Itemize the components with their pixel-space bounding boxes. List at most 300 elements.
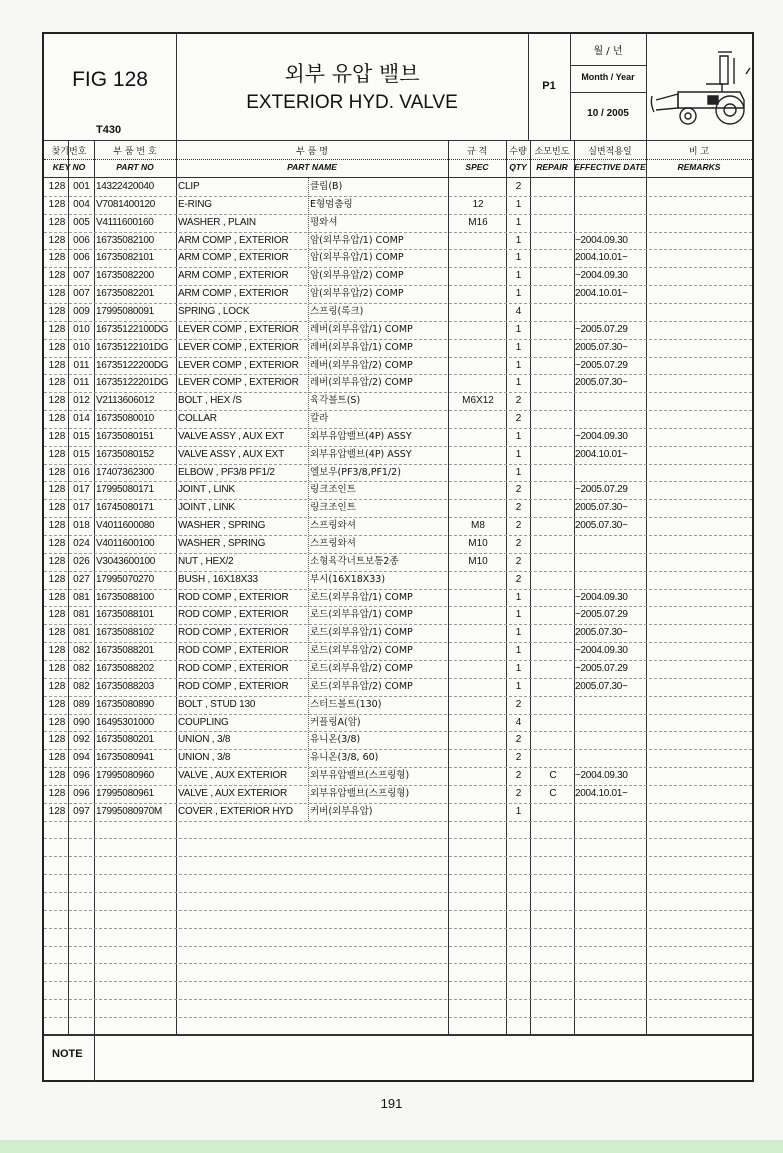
cell-key: 128 [48, 305, 66, 317]
table-row [44, 749, 752, 767]
cell-name-en: UNION , 3/8 [178, 734, 231, 746]
cell-part-no: 16735122100DG [96, 323, 169, 335]
cell-name-en: COUPLING [178, 716, 229, 728]
col-effective-en: EFFECTIVE DATE [574, 162, 646, 172]
cell-effective: 2005.07.30~ [575, 502, 628, 514]
cell-part-no: 14322420040 [96, 181, 154, 192]
cell-effective: ~2004.09.30 [575, 645, 628, 657]
cell-qty: 2 [515, 395, 522, 407]
cell-key: 128 [48, 538, 66, 549]
cell-name-en: BUSH , 16X18X33 [178, 573, 258, 585]
cell-sub: 007 [73, 270, 90, 282]
cell-effective: ~2004.09.30 [575, 770, 628, 782]
cell-qty: 1 [515, 216, 522, 228]
cell-name-en: E-RING [178, 198, 212, 210]
cell-qty: 1 [515, 323, 522, 335]
cell-sub: 011 [73, 359, 90, 371]
row-line-36 [44, 821, 752, 822]
cell-qty: 2 [515, 573, 522, 585]
table-row [44, 481, 752, 499]
cell-part-no: 16735082101 [96, 252, 154, 264]
cell-name-ko: 커버(외부유압) [310, 805, 373, 817]
table-row [44, 339, 752, 357]
cell-sub: 011 [73, 377, 90, 389]
table-row [44, 285, 752, 303]
cell-sub: 010 [73, 323, 90, 335]
cell-name-en: BOLT , HEX /S [178, 395, 242, 407]
table-row [44, 553, 752, 571]
cell-sub: 092 [73, 734, 90, 746]
cell-name-en: LEVER COMP , EXTERIOR [178, 359, 299, 371]
cell-effective: ~2004.09.30 [575, 591, 628, 603]
cell-qty: 1 [515, 359, 522, 371]
cell-key: 128 [48, 770, 66, 782]
month-year-label-ko: 월 / 년 [593, 46, 623, 57]
cell-part-no: 16735082100 [96, 234, 154, 246]
col-part-name-en: PART NAME [287, 162, 337, 172]
col-effective-ko: 실변적용일 [588, 147, 632, 157]
cell-sub: 097 [73, 805, 90, 817]
cell-effective: ~2004.09.30 [575, 270, 628, 282]
cell-part-no: 16735122201DG [96, 377, 169, 389]
cell-name-ko: 육각볼트(S) [310, 395, 361, 407]
cell-name-en: UNION , 3/8 [178, 752, 231, 764]
cell-name-ko: 레버(외부유압/1) COMP [310, 341, 413, 353]
col-key-ko: 찾기번호 [51, 147, 87, 157]
col-spec-ko: 규 격 [466, 147, 488, 157]
cell-key: 128 [48, 698, 66, 710]
title-english: EXTERIOR HYD. VALVE [246, 92, 458, 113]
cell-qty: 2 [515, 734, 522, 746]
cell-sub: 081 [73, 591, 90, 603]
col-key-en: KEY NO [52, 162, 86, 172]
cell-name-ko: 클립(B) [310, 181, 343, 192]
title-korean: 외부 유압 밸브 [284, 62, 420, 86]
cell-key: 128 [48, 484, 66, 496]
cell-part-no: 16735088101 [96, 609, 154, 621]
table-row [44, 642, 752, 660]
cell-part-no: V4011600080 [96, 520, 155, 532]
cell-qty: 2 [515, 770, 522, 782]
cell-name-en: VALVE ASSY , AUX EXT [178, 430, 285, 442]
cell-effective: 2005.07.30~ [575, 627, 628, 639]
cell-sub: 089 [73, 698, 90, 710]
cell-key: 128 [48, 734, 66, 746]
cell-sub: 027 [73, 573, 90, 585]
cell-key: 128 [48, 627, 66, 639]
col-remarks-ko: 비 고 [688, 147, 710, 157]
table-row [44, 374, 752, 392]
cell-effective: 2004.10.01~ [575, 448, 628, 460]
cell-name-en: ROD COMP , EXTERIOR [178, 609, 289, 621]
figure-number: FIG 128 [72, 68, 148, 91]
cell-sub: 007 [73, 288, 90, 300]
cell-qty: 1 [515, 645, 522, 657]
cell-name-ko: 외부유압밸브(스프링형) [310, 787, 410, 799]
cell-name-en: WASHER , SPRING [178, 538, 266, 549]
cell-qty: 2 [515, 484, 522, 496]
cell-part-no: 16745080171 [96, 502, 154, 514]
cell-qty: 4 [515, 716, 522, 728]
cell-name-en: COVER , EXTERIOR HYD [178, 805, 293, 817]
cell-sub: 082 [73, 662, 90, 674]
col-repair-ko: 소모빈도 [534, 147, 570, 157]
cell-name-en: VALVE ASSY , AUX EXT [178, 448, 285, 460]
cell-part-no: V7081400120 [96, 198, 155, 210]
cell-name-ko: 암(외부유압/2) COMP [310, 288, 404, 300]
cell-key: 128 [48, 216, 66, 228]
table-row [44, 214, 752, 232]
cell-key: 128 [48, 234, 66, 246]
cell-spec: M6X12 [462, 395, 494, 407]
cell-qty: 1 [515, 627, 522, 639]
cell-part-no: V2113606012 [96, 395, 155, 407]
cell-qty: 1 [515, 591, 522, 603]
cell-sub: 006 [73, 252, 90, 264]
cell-part-no: 16735082200 [96, 270, 154, 282]
cell-sub: 081 [73, 627, 90, 639]
page-number: 191 [380, 1096, 403, 1111]
cell-part-no: 16735122101DG [96, 341, 169, 353]
table-row [44, 535, 752, 553]
cell-name-en: WASHER , SPRING [178, 520, 266, 532]
table-row [44, 499, 752, 517]
cell-name-ko: 외부유압밸브(4P) ASSY [310, 448, 412, 460]
table-row [44, 678, 752, 696]
cell-name-ko: 스프링와셔 [310, 520, 356, 532]
cell-key: 128 [48, 716, 66, 728]
cell-name-en: LEVER COMP , EXTERIOR [178, 377, 299, 389]
cell-part-no: 17995080171 [96, 484, 154, 496]
cell-name-en: ROD COMP , EXTERIOR [178, 645, 289, 657]
table-row [44, 232, 752, 250]
cell-name-ko: 외부유압밸브(스프링형) [310, 770, 410, 782]
cell-effective: 2004.10.01~ [575, 288, 628, 300]
cell-key: 128 [48, 645, 66, 657]
cell-spec: 12 [472, 198, 484, 210]
cell-key: 128 [48, 466, 66, 478]
row-line-40 [44, 892, 752, 893]
month-year-value: 10 / 2005 [587, 108, 629, 119]
cell-name-ko: 평와셔 [310, 216, 338, 228]
cell-name-ko: 외부유압밸브(4P) ASSY [310, 430, 412, 442]
cell-name-ko: 로드(외부유압/1) COMP [310, 627, 413, 639]
cell-part-no: 16735080890 [96, 698, 154, 710]
cell-qty: 2 [515, 555, 522, 567]
cell-qty: 1 [515, 341, 522, 353]
cell-name-ko: 스프링와셔 [310, 538, 356, 549]
table-row [44, 731, 752, 749]
cell-part-no: 16495301000 [96, 716, 154, 728]
cell-qty: 4 [515, 305, 522, 317]
cell-sub: 006 [73, 234, 90, 246]
cell-key: 128 [48, 805, 66, 817]
cell-name-en: NUT , HEX/2 [178, 555, 234, 567]
table-row [44, 589, 752, 607]
cell-repair: C [549, 787, 557, 799]
cell-part-no: 16735088100 [96, 591, 154, 603]
cell-name-ko: 유니온(3/8, 60) [310, 752, 379, 764]
cell-sub: 004 [73, 198, 90, 210]
cell-sub: 017 [73, 484, 90, 496]
row-line-47 [44, 1017, 752, 1018]
cell-key: 128 [48, 609, 66, 621]
cell-name-en: LEVER COMP , EXTERIOR [178, 341, 299, 353]
cell-name-en: LEVER COMP , EXTERIOR [178, 323, 299, 335]
cell-sub: 014 [73, 413, 90, 425]
col-repair-en: REPAIR [536, 162, 568, 172]
cell-effective: 2005.07.30~ [575, 520, 628, 532]
table-row [44, 696, 752, 714]
cell-part-no: 16735088202 [96, 662, 154, 674]
col-part-no-en: PART NO [116, 162, 154, 172]
cell-name-en: SPRING , LOCK [178, 305, 250, 317]
cell-name-ko: 로드(외부유압/1) COMP [310, 591, 413, 603]
cell-name-ko: 소형육각너트보통2종 [310, 555, 399, 567]
cell-qty: 2 [515, 698, 522, 710]
cell-part-no: 16735080201 [96, 734, 154, 746]
cell-name-ko: 엘보우(PF3/8,PF1/2) [310, 466, 401, 478]
cell-part-no: V4011600100 [96, 538, 155, 549]
cell-part-no: 17995080091 [96, 305, 154, 317]
cell-qty: 1 [515, 198, 522, 210]
cell-qty: 1 [515, 288, 522, 300]
table-row [44, 303, 752, 321]
cell-part-no: 16735080151 [96, 430, 154, 442]
cell-part-no: 16735080152 [96, 448, 154, 460]
cell-name-en: ROD COMP , EXTERIOR [178, 680, 289, 692]
table-row [44, 803, 752, 821]
cell-name-en: ARM COMP , EXTERIOR [178, 234, 289, 246]
cell-key: 128 [48, 359, 66, 371]
cell-effective: 2005.07.30~ [575, 341, 628, 353]
cell-sub: 017 [73, 502, 90, 514]
table-row [44, 178, 752, 196]
table-row [44, 606, 752, 624]
cell-name-ko: 칼라 [310, 413, 329, 425]
cell-name-en: VALVE , AUX EXTERIOR [178, 787, 287, 799]
col-qty-en: QTY [509, 162, 527, 172]
row-line-38 [44, 856, 752, 857]
header-vline-1 [528, 34, 529, 140]
cell-part-no: 17995080960 [96, 770, 154, 782]
cell-qty: 2 [515, 502, 522, 514]
cell-effective: ~2005.07.29 [575, 359, 628, 371]
table-row [44, 785, 752, 803]
cell-name-ko: 스터드볼트(130) [310, 698, 382, 710]
month-divider-2 [570, 92, 646, 93]
cell-effective: 2005.07.30~ [575, 680, 628, 692]
cell-key: 128 [48, 252, 66, 264]
cell-spec: M10 [468, 555, 488, 567]
cell-key: 128 [48, 413, 66, 425]
cell-name-en: ROD COMP , EXTERIOR [178, 591, 289, 603]
cell-key: 128 [48, 520, 66, 532]
cell-qty: 2 [515, 413, 522, 425]
cell-key: 128 [48, 448, 66, 460]
bottom-band [0, 1140, 783, 1153]
cell-key: 128 [48, 787, 66, 799]
cell-key: 128 [48, 662, 66, 674]
table-row [44, 267, 752, 285]
cell-qty: 1 [515, 270, 522, 282]
cell-name-ko: 로드(외부유압/2) COMP [310, 680, 413, 692]
cell-name-en: CLIP [178, 181, 200, 192]
cell-qty: 2 [515, 520, 522, 532]
cell-key: 128 [48, 395, 66, 407]
cell-name-en: ROD COMP , EXTERIOR [178, 662, 289, 674]
cell-effective: 2005.07.30~ [575, 377, 628, 389]
cell-sub: 096 [73, 787, 90, 799]
cell-name-en: BOLT , STUD 130 [178, 698, 256, 710]
cell-key: 128 [48, 198, 66, 210]
cell-qty: 1 [515, 252, 522, 264]
col-part-name-ko: 부 품 명 [296, 147, 328, 157]
cell-name-ko: 암(외부유압/1) COMP [310, 252, 404, 264]
cell-name-ko: 암(외부유압/2) COMP [310, 270, 404, 282]
row-line-37 [44, 838, 752, 839]
month-divider-1 [570, 65, 646, 66]
cell-name-ko: 유니온(3/8) [310, 734, 361, 746]
cell-sub: 082 [73, 645, 90, 657]
row-line-43 [44, 946, 752, 947]
cell-name-ko: 레버(외부유압/2) COMP [310, 377, 413, 389]
cell-part-no: 17995070270 [96, 573, 154, 585]
cell-qty: 1 [515, 234, 522, 246]
table-row [44, 410, 752, 428]
cell-sub: 082 [73, 680, 90, 692]
cell-key: 128 [48, 752, 66, 764]
cell-name-en: WASHER , PLAIN [178, 216, 256, 228]
cell-key: 128 [48, 377, 66, 389]
table-row [44, 321, 752, 339]
cell-name-en: ROD COMP , EXTERIOR [178, 627, 289, 639]
cell-key: 128 [48, 181, 66, 192]
cell-key: 128 [48, 591, 66, 603]
cell-spec: M10 [468, 538, 488, 549]
table-row [44, 392, 752, 410]
table-row [44, 517, 752, 535]
cell-qty: 2 [515, 538, 522, 549]
cell-qty: 1 [515, 377, 522, 389]
cell-sub: 026 [73, 555, 90, 567]
cell-name-ko: 로드(외부유압/2) COMP [310, 645, 413, 657]
table-row [44, 714, 752, 732]
cell-key: 128 [48, 341, 66, 353]
cell-name-en: ELBOW , PF3/8 PF1/2 [178, 466, 275, 478]
cell-part-no: 16735088102 [96, 627, 154, 639]
cell-name-ko: 로드(외부유압/1) COMP [310, 609, 413, 621]
cell-sub: 009 [73, 305, 90, 317]
cell-sub: 090 [73, 716, 90, 728]
col-qty-ko: 수량 [509, 147, 527, 157]
tractor-icon [648, 38, 752, 134]
cell-key: 128 [48, 573, 66, 585]
col-spec-en: SPEC [465, 162, 489, 172]
cell-name-ko: 링크조인트 [310, 484, 356, 496]
cell-key: 128 [48, 323, 66, 335]
cell-sub: 001 [73, 181, 90, 192]
cell-part-no: 16735122200DG [96, 359, 169, 371]
cell-part-no: 17407362300 [96, 466, 154, 478]
cell-part-no: 16735082201 [96, 288, 154, 300]
cell-part-no: 16735088201 [96, 645, 154, 657]
model-code: T430 [96, 124, 122, 136]
table-row [44, 624, 752, 642]
table-row [44, 428, 752, 446]
cell-effective: ~2005.07.29 [575, 484, 628, 496]
row-line-42 [44, 928, 752, 929]
cell-qty: 1 [515, 430, 522, 442]
cell-qty: 1 [515, 662, 522, 674]
col-part-no-ko: 부 품 번 호 [113, 147, 157, 157]
cell-effective: ~2005.07.29 [575, 609, 628, 621]
cell-name-en: ARM COMP , EXTERIOR [178, 288, 289, 300]
cell-part-no: 16735088203 [96, 680, 154, 692]
cell-qty: 1 [515, 680, 522, 692]
cell-name-ko: 레버(외부유압/2) COMP [310, 359, 413, 371]
table-row [44, 571, 752, 589]
page-code: P1 [542, 80, 556, 92]
cell-sub: 010 [73, 341, 90, 353]
cell-key: 128 [48, 502, 66, 514]
table-row [44, 660, 752, 678]
table-row [44, 446, 752, 464]
cell-qty: 2 [515, 787, 522, 799]
cell-name-ko: 커플링A(암) [310, 716, 361, 728]
cell-key: 128 [48, 680, 66, 692]
cell-key: 128 [48, 430, 66, 442]
cell-name-en: COLLAR [178, 413, 217, 425]
cell-effective: 2004.10.01~ [575, 252, 628, 264]
cell-qty: 1 [515, 805, 522, 817]
cell-part-no: 16735080941 [96, 752, 154, 764]
cell-qty: 1 [515, 448, 522, 460]
cell-key: 128 [48, 555, 66, 567]
cell-effective: 2004.10.01~ [575, 787, 628, 799]
cell-name-ko: 링크조인트 [310, 502, 356, 514]
cell-sub: 015 [73, 430, 90, 442]
header-vline-3 [646, 34, 647, 140]
cell-part-no: 16735080010 [96, 413, 154, 425]
cell-name-ko: 부시(16X18X33) [310, 573, 386, 585]
header-vline-2 [570, 34, 571, 140]
row-line-39 [44, 874, 752, 875]
cell-name-en: JOINT , LINK [178, 502, 235, 514]
month-year-label-en: Month / Year [581, 72, 635, 82]
table-row [44, 196, 752, 214]
cell-qty: 1 [515, 466, 522, 478]
cell-name-ko: 스프링(록크) [310, 305, 364, 317]
cell-effective: ~2004.09.30 [575, 430, 628, 442]
table-row [44, 767, 752, 785]
table-row [44, 464, 752, 482]
cell-sub: 015 [73, 448, 90, 460]
col-remarks-en: REMARKS [677, 162, 721, 172]
cell-sub: 012 [73, 395, 90, 407]
cell-sub: 005 [73, 216, 90, 228]
note-label: NOTE [52, 1048, 83, 1060]
cell-name-ko: 레버(외부유압/1) COMP [310, 323, 413, 335]
cell-sub: 018 [73, 520, 90, 532]
cell-sub: 024 [73, 538, 90, 549]
row-line-44 [44, 963, 752, 964]
cell-effective: ~2004.09.30 [575, 234, 628, 246]
cell-name-en: JOINT , LINK [178, 484, 235, 496]
cell-qty: 1 [515, 609, 522, 621]
cell-key: 128 [48, 288, 66, 300]
cell-name-ko: 암(외부유압/1) COMP [310, 234, 404, 246]
